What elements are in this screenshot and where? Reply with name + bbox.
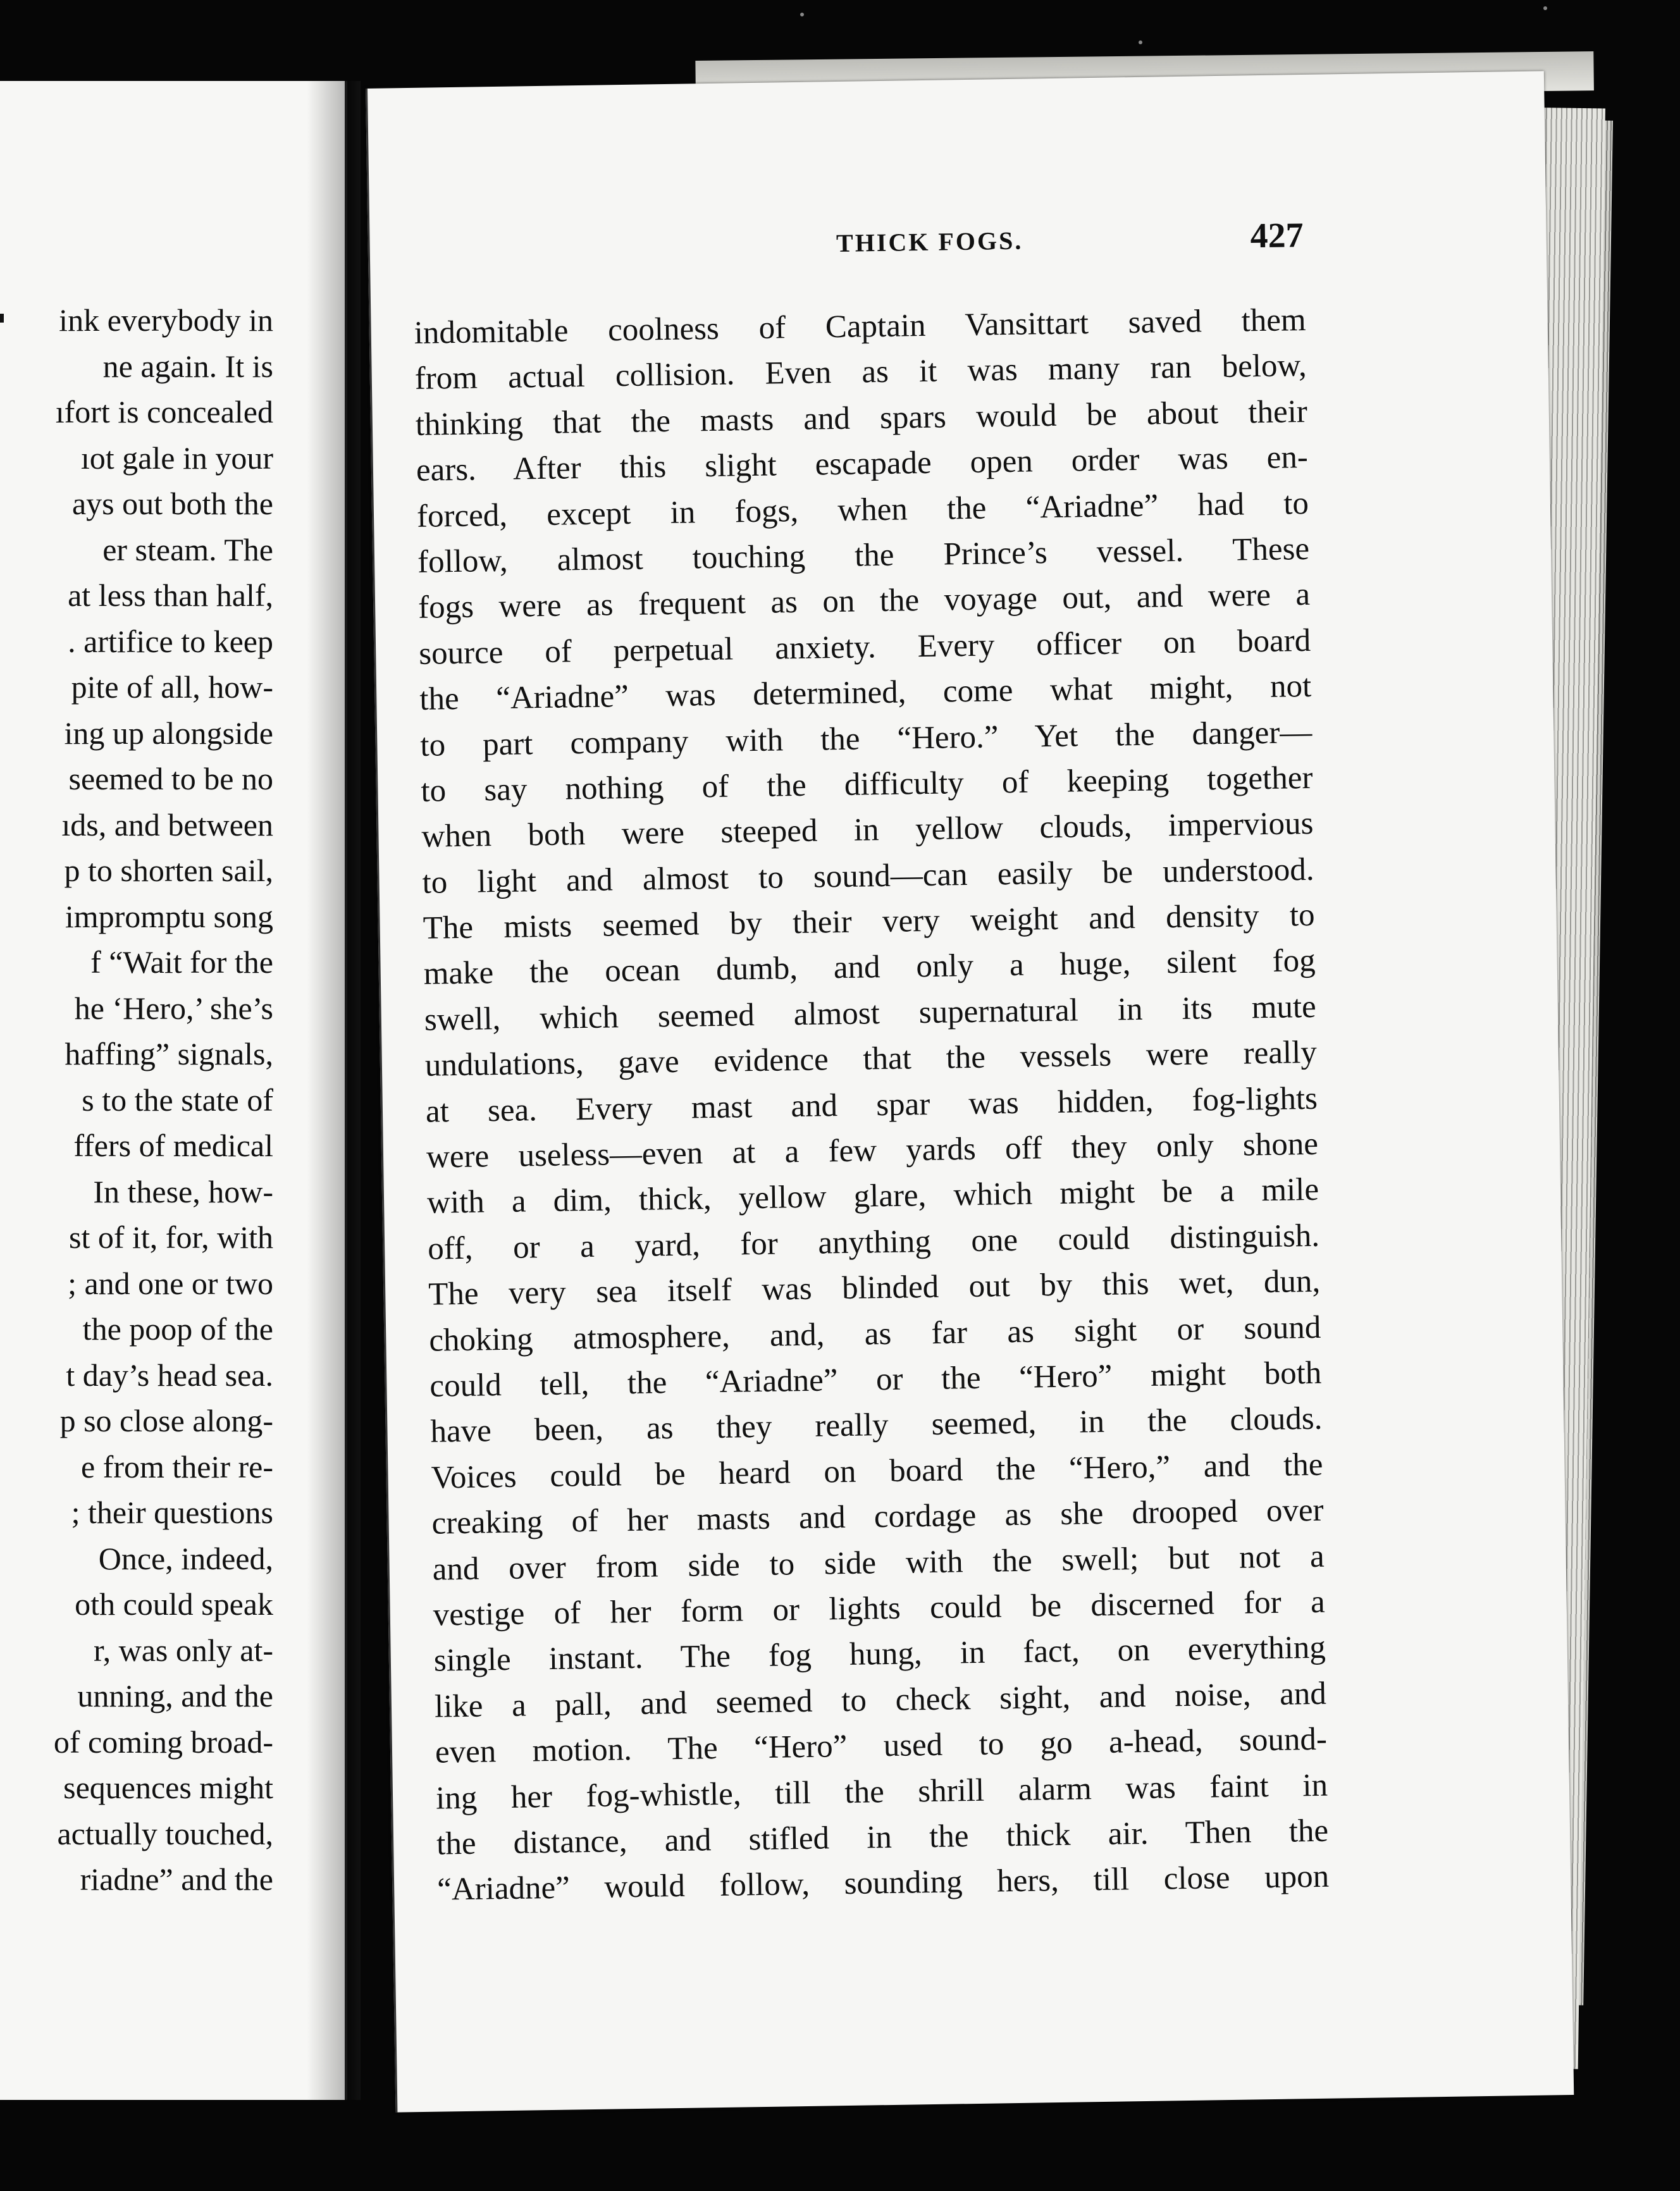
body-text-line: when both were steeped in yellow clouds, impervious bbox=[421, 806, 1314, 855]
left-page-line: pite of all, how- bbox=[71, 669, 273, 705]
page-number: 427 bbox=[1250, 216, 1304, 256]
body-text-line: the “Ariadne” was determined, come what might, not bbox=[419, 669, 1312, 717]
body-text-line: source of perpetual anxiety. Every officer on board bbox=[418, 622, 1311, 672]
body-text-line: make the ocean dumb, and only a huge, silent fog bbox=[423, 943, 1316, 992]
left-page-line: actually touched, bbox=[57, 1815, 273, 1851]
body-text-line: off, or a yard, for anything one could distinguish. bbox=[427, 1218, 1320, 1267]
left-page-line: ays out both the bbox=[71, 486, 273, 521]
left-page-line: seemed to be no bbox=[68, 761, 273, 796]
body-text-line: The mists seemed by their very weight and density to bbox=[423, 897, 1315, 946]
body-text-line: thinking that the masts and spars would be about their bbox=[415, 393, 1308, 443]
body-text-line: from actual collision. Even as it was many ran below, bbox=[414, 348, 1307, 397]
left-page-line: of coming broad- bbox=[53, 1724, 273, 1760]
left-page-line: impromptu song bbox=[65, 898, 273, 934]
left-page-line: p so close along- bbox=[59, 1403, 273, 1438]
left-page-line: riadne” and the bbox=[80, 1861, 273, 1897]
body-text-line: The very sea itself was blinded out by this wet, dun, bbox=[428, 1264, 1321, 1312]
left-page-gutter-shadow bbox=[307, 81, 361, 2100]
left-page-line: p to shorten sail, bbox=[64, 853, 273, 888]
running-head: THICK FOGS. bbox=[836, 226, 1023, 257]
body-text-line: indomitable coolness of Captain Vansittart saved them bbox=[414, 302, 1307, 351]
left-page-line: at less than half, bbox=[68, 577, 273, 613]
dust-speck bbox=[800, 13, 804, 16]
body-text-line: single instant. The fog hung, in fact, on everything bbox=[433, 1630, 1326, 1679]
left-page-line: the poop of the bbox=[82, 1311, 273, 1347]
body-text-line: to part company with the “Hero.” Yet the danger— bbox=[419, 714, 1312, 763]
right-page-text bbox=[414, 297, 1329, 1913]
left-page-line: ıot gale in your bbox=[80, 440, 273, 476]
left-page-text bbox=[0, 297, 273, 1903]
left-page-line: r, was only at- bbox=[93, 1632, 273, 1668]
body-text-line: ears. After this slight escapade open order was en- bbox=[416, 440, 1309, 489]
left-page-line: oth could speak bbox=[75, 1586, 273, 1622]
body-text-line: undulations, gave evidence that the vessels were really bbox=[424, 1035, 1318, 1084]
body-text-line: “Ariadne” would follow, sounding hers, till close upon bbox=[436, 1859, 1330, 1908]
left-page bbox=[0, 81, 347, 2100]
body-text-line: even motion. The “Hero” used to go a-head, sound- bbox=[435, 1721, 1328, 1770]
left-page-line: sequences might bbox=[63, 1770, 273, 1805]
left-page-line: haffing” signals, bbox=[65, 1036, 273, 1071]
left-page-line: ; their questions bbox=[71, 1495, 273, 1530]
left-page-line: ; and one or two bbox=[68, 1265, 273, 1301]
dust-speck bbox=[1543, 6, 1547, 10]
left-page-line: In these, how- bbox=[93, 1173, 273, 1209]
body-text-line: creaking of her masts and cordage as she drooped over bbox=[431, 1492, 1324, 1541]
body-text-line: like a pall, and seemed to check sight, and noise, and bbox=[434, 1676, 1327, 1725]
body-text-line: could tell, the “Ariadne” or the “Hero” might both bbox=[429, 1355, 1322, 1404]
left-page-line: unning, and the bbox=[77, 1678, 273, 1713]
left-page-line: ing up alongside bbox=[64, 715, 273, 751]
body-text-line: with a dim, thick, yellow glare, which might be a mile bbox=[426, 1172, 1319, 1221]
left-page-line: ne again. It is bbox=[102, 348, 273, 384]
left-page-line: t day’s head sea. bbox=[66, 1357, 273, 1393]
body-text-line: and over from side to side with the swell; but not a bbox=[432, 1538, 1325, 1588]
body-text-line: follow, almost touching the Prince’s vessel. These bbox=[417, 531, 1310, 580]
body-text-line: to say nothing of the difficulty of keeping together bbox=[421, 760, 1313, 809]
left-page-line: ffers of medical bbox=[73, 1128, 273, 1163]
body-text-line: were useless—even at a few yards off they only shone bbox=[426, 1126, 1319, 1175]
body-text-line: swell, which seemed almost supernatural in its mute bbox=[424, 989, 1317, 1038]
left-page-line: ıfort is concealed bbox=[55, 394, 273, 429]
left-page-line: Once, indeed, bbox=[98, 1540, 273, 1576]
left-page-line: e from their re- bbox=[80, 1448, 273, 1484]
body-text-line: vestige of her form or lights could be discerned for a bbox=[433, 1584, 1326, 1633]
body-text-line: the distance, and stifled in the thick air. Then the bbox=[436, 1813, 1329, 1862]
body-text-line: to light and almost to sound—can easily be understood. bbox=[422, 851, 1314, 901]
left-page-line: ink everybody in bbox=[59, 302, 273, 338]
body-text-line: forced, except in fogs, when the “Ariadne” had to bbox=[416, 485, 1309, 534]
left-page-line: he ‘Hero,’ she’s bbox=[74, 990, 273, 1026]
left-page-line: s to the state of bbox=[82, 1082, 273, 1118]
body-text-line: at sea. Every mast and spar was hidden, fog-lights bbox=[425, 1080, 1318, 1130]
left-page-line: ıds, and between bbox=[61, 806, 273, 842]
body-text-line: have been, as they really seemed, in the clouds. bbox=[430, 1401, 1323, 1450]
body-text-line: Voices could be heard on board the “Hero,” and the bbox=[431, 1447, 1323, 1496]
left-page-line: er steam. The bbox=[102, 531, 273, 567]
left-page-line: f “Wait for the bbox=[90, 944, 273, 980]
dust-speck bbox=[1139, 40, 1142, 44]
body-text-line: fogs were as frequent as on the voyage out, and were a bbox=[417, 577, 1311, 626]
right-page bbox=[366, 71, 1574, 2112]
left-page-line: . artifice to keep bbox=[68, 623, 273, 659]
left-page-line: st of it, for, with bbox=[69, 1219, 273, 1255]
body-text-line: ing her fog-whistle, till the shrill alarm was faint in bbox=[435, 1767, 1328, 1817]
body-text-line: choking atmosphere, and, as far as sight or sound bbox=[428, 1309, 1321, 1359]
